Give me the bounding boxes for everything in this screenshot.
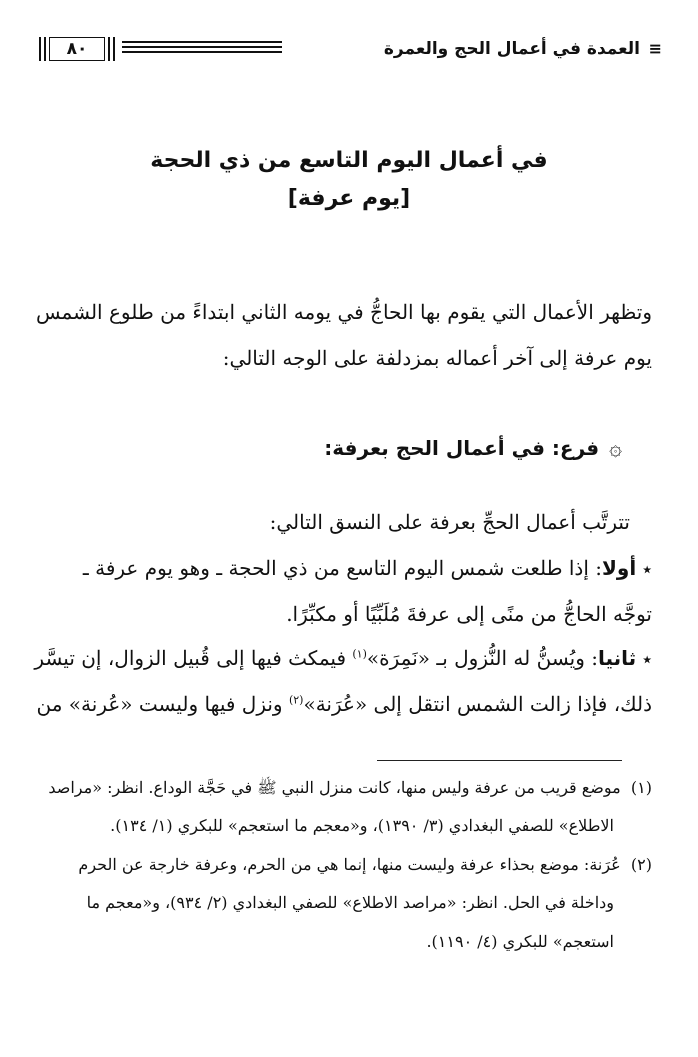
footnote-text: عُرَنة: موضع بحذاء عرفة وليست منها، إنما هي من الحرم، وعرفة خارجة عن الحرم — [78, 855, 621, 874]
second-text: فيمكث فيها إلى قُبيل الزوال، إن تيسَّر — [34, 646, 353, 670]
footnote-ref[interactable]: (١) — [352, 647, 367, 661]
branch-heading — [40, 436, 622, 466]
intro-line: وتظهر الأعمال التي يقوم بها الحاجُّ في يومه الثاني ابتداءً من طلوع الشمس — [36, 300, 652, 324]
bullet-star-icon: ٭ — [642, 559, 652, 580]
footnote-number: (٢) — [630, 855, 652, 874]
book-title: العمدة في أعمال الحج والعمرة — [383, 39, 640, 59]
footnote-ref[interactable]: (٢) — [288, 693, 304, 707]
footnote-text: موضع قريب من عرفة وليس منها، كانت منزل النبي ﷺ في حَجَّة الوداع. انظر: «مراصد — [48, 778, 621, 797]
frame-bar — [113, 37, 115, 61]
intro-line: يوم عرفة إلى آخر أعماله بمزدلفة على الوجه التالي: — [222, 346, 652, 370]
bullet-star-icon: ٭ — [642, 649, 652, 670]
footnote-2 — [78, 855, 652, 874]
header-rule — [122, 41, 282, 57]
first-label: أولا — [602, 556, 637, 580]
order-paragraph — [40, 510, 630, 540]
frame-bar — [108, 37, 110, 61]
branch-title: : في أعمال الحج بعرفة: — [324, 436, 560, 460]
order-line: تترتَّب أعمال الحجِّ بعرفة على النسق التالي: — [269, 510, 630, 534]
second-text: ذلك، فإذا زالت الشمس انتقل إلى «عُرَنة» — [303, 692, 652, 716]
running-header — [34, 34, 662, 64]
frame-bar — [39, 37, 41, 61]
footnote-text: الاطلاع» للصفي البغدادي (٣/ ١٣٩٠)، و«معجم ما استعجم» للبكري (١/ ١٣٤). — [110, 816, 614, 835]
intro-paragraph — [36, 300, 652, 380]
section-title: في أعمال اليوم التاسع من ذي الحجة — [150, 148, 548, 173]
second-item — [34, 646, 652, 726]
branch-label: فرع — [559, 436, 600, 460]
footnote-number: (١) — [630, 778, 652, 797]
frame-bar — [44, 37, 46, 61]
footnote-separator — [377, 760, 622, 761]
second-label: ثانيا — [597, 646, 637, 670]
footnote-1-cont — [110, 816, 614, 835]
second-text: ونزل فيها وليست «عُرنة» من — [36, 692, 289, 716]
first-line: : إذا طلعت شمس اليوم التاسع من ذي الحجة ـ وهو يوم عرفة ـ — [82, 556, 602, 580]
page-number: ٨٠ — [49, 37, 105, 61]
first-item — [40, 556, 652, 636]
ornament-icon: ۞ — [609, 436, 622, 461]
footnote-text: استعجم» للبكري (٤/ ١١٩٠). — [426, 932, 614, 951]
section-subtitle: [يوم عرفة] — [287, 186, 411, 211]
page-number-frame — [34, 34, 120, 64]
first-line: توجَّه الحاجُّ من منًى إلى عرفةَ مُلَبِّيًا أو مكبِّرًا. — [286, 602, 652, 626]
header-mark-icon: ≡ — [648, 39, 662, 58]
footnote-2-cont — [87, 893, 614, 912]
footnote-text: وداخلة في الحل. انظر: «مراصد الاطلاع» للصفي البغدادي (٢/ ٩٣٤)، و«معجم ما — [86, 893, 614, 912]
second-text: : ويُسنُّ له النُّزول بـ «نَمِرَة» — [366, 646, 598, 670]
footnote-2-cont — [426, 932, 614, 951]
footnote-1 — [48, 778, 652, 801]
